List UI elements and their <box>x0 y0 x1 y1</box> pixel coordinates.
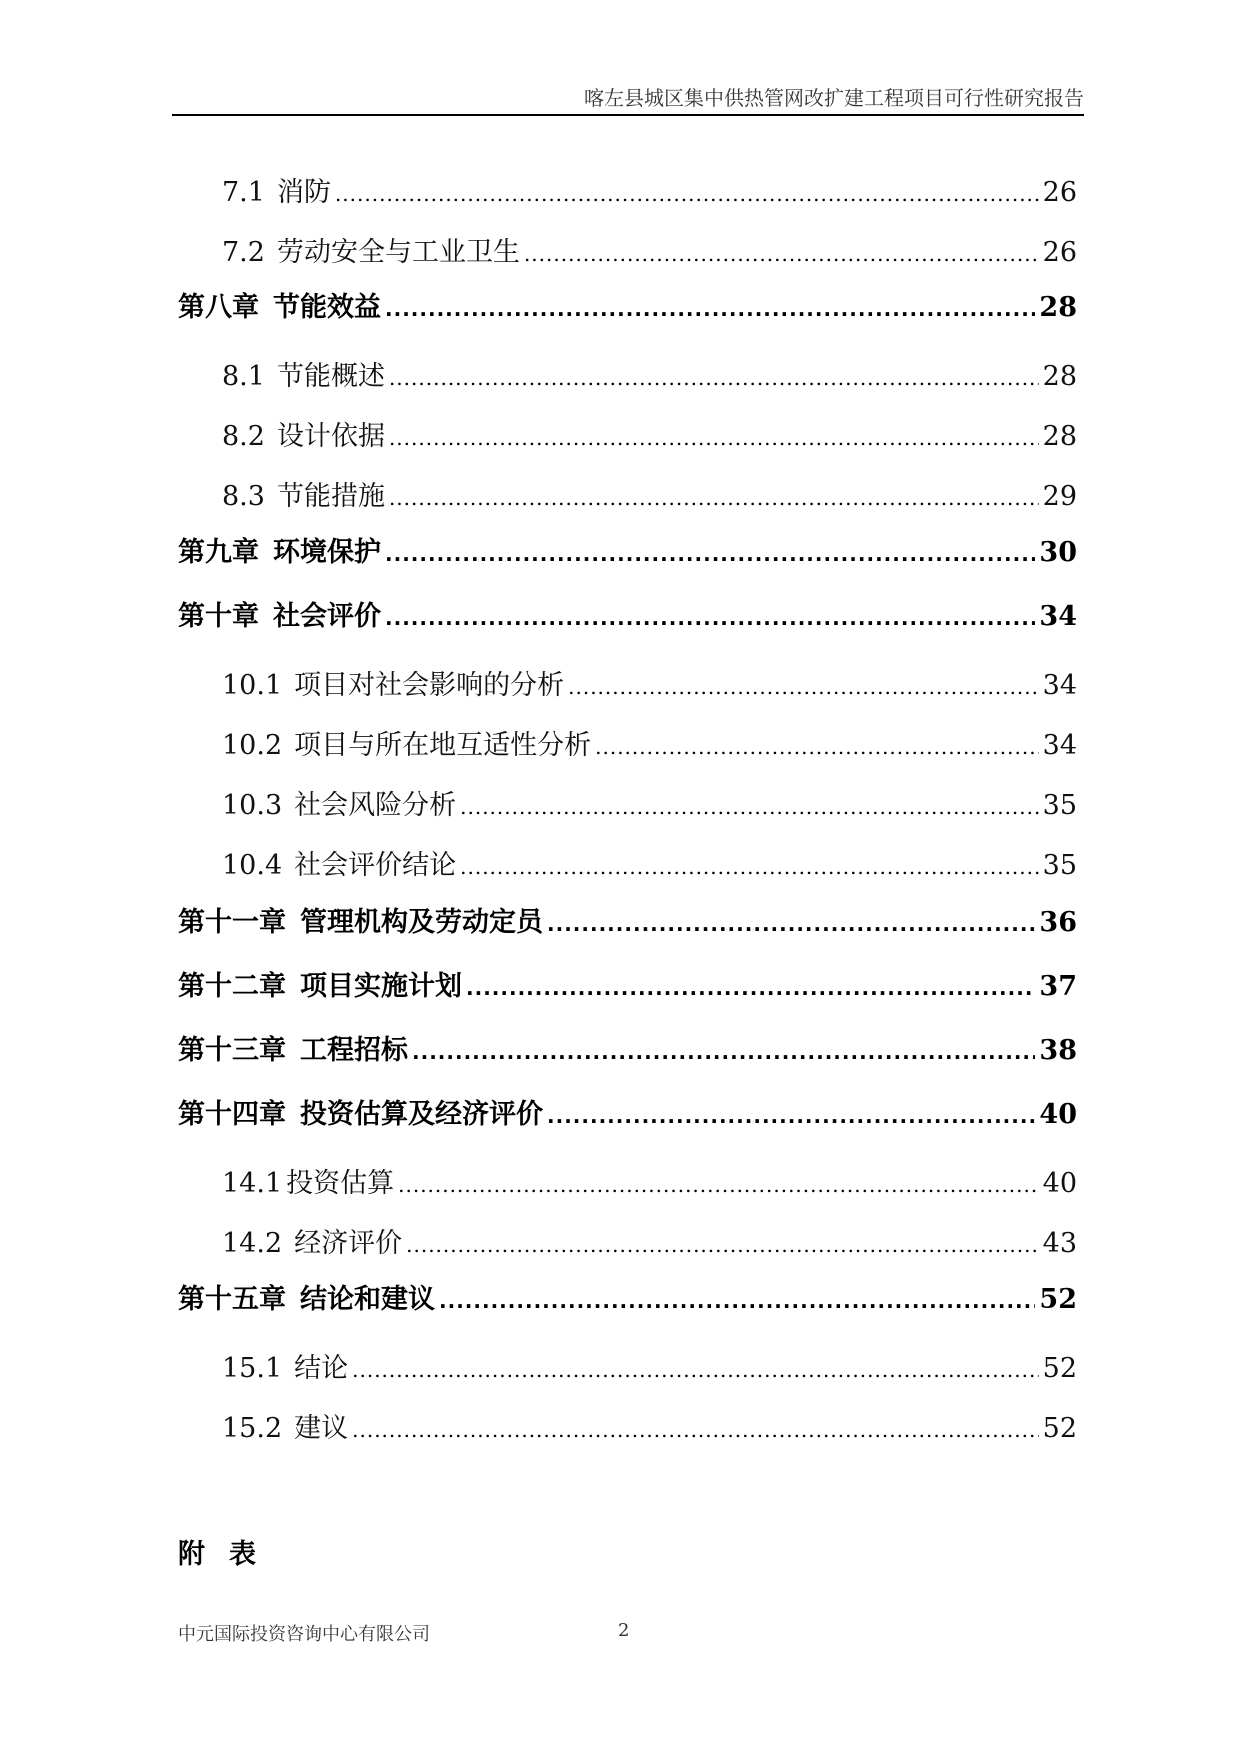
toc-leader-dots <box>595 735 1039 759</box>
toc-leader-dots <box>547 1104 1035 1128</box>
toc-entry-label: 第十二章 项目实施计划 <box>178 971 462 1002</box>
toc-page-number: 40 <box>1039 1099 1077 1130</box>
footer-company: 中元国际投资咨询中心有限公司 <box>178 1624 430 1645</box>
toc-entry-label: 第八章 节能效益 <box>178 292 381 323</box>
toc-leader-dots <box>352 1358 1039 1382</box>
toc-chapter-entry[interactable] <box>178 1277 1077 1316</box>
toc-page-number: 52 <box>1042 1413 1077 1444</box>
toc-entry-label: 14.1 投资估算 <box>222 1168 395 1199</box>
appendix-heading: 附表 <box>178 1539 280 1570</box>
toc-page-number: 30 <box>1039 537 1077 568</box>
toc-entry[interactable] <box>222 354 1077 393</box>
toc-leader-dots <box>460 855 1039 879</box>
toc-entry[interactable] <box>222 1221 1077 1260</box>
toc-entry-label: 10.3 社会风险分析 <box>222 790 457 821</box>
toc-entry[interactable] <box>222 1406 1077 1445</box>
toc-leader-dots <box>439 1289 1035 1313</box>
toc-entry-label: 14.2 经济评价 <box>222 1228 403 1259</box>
toc-leader-dots <box>385 542 1035 566</box>
toc-page-number: 52 <box>1039 1284 1077 1315</box>
toc-leader-dots <box>406 1233 1039 1257</box>
toc-entry-label: 10.4 社会评价结论 <box>222 850 457 881</box>
toc-leader-dots <box>389 426 1039 450</box>
toc-entry[interactable] <box>222 663 1077 702</box>
toc-page-number: 52 <box>1042 1353 1077 1384</box>
toc-leader-dots <box>335 182 1039 206</box>
toc-leader-dots <box>389 366 1039 390</box>
toc-entry-label: 10.1 项目对社会影响的分析 <box>222 670 565 701</box>
toc-chapter-entry[interactable] <box>178 594 1077 633</box>
toc-chapter-entry[interactable] <box>178 285 1077 324</box>
toc-entry[interactable] <box>222 414 1077 453</box>
toc-chapter-entry[interactable] <box>178 1092 1077 1131</box>
toc-page-number: 29 <box>1042 481 1077 512</box>
toc-leader-dots <box>466 976 1035 1000</box>
toc-leader-dots <box>547 912 1035 936</box>
toc-entry[interactable] <box>222 1161 1077 1200</box>
toc-page-number: 38 <box>1039 1035 1077 1066</box>
toc-entry-label: 7.2 劳动安全与工业卫生 <box>222 237 520 268</box>
toc-page-number: 35 <box>1042 790 1077 821</box>
toc-entry-label: 第十三章 工程招标 <box>178 1035 408 1066</box>
toc-page-number: 34 <box>1042 670 1077 701</box>
toc-entry-label: 8.2 设计依据 <box>222 421 385 452</box>
toc-page-number: 34 <box>1039 601 1077 632</box>
toc-leader-dots <box>352 1418 1039 1442</box>
running-header: 喀左县城区集中供热管网改扩建工程项目可行性研究报告 <box>584 86 1084 110</box>
toc-page-number: 28 <box>1042 421 1077 452</box>
toc-page-number: 34 <box>1042 730 1077 761</box>
toc-leader-dots <box>460 795 1039 819</box>
toc-page-number: 26 <box>1042 237 1077 268</box>
toc-entry-label: 8.3 节能措施 <box>222 481 385 512</box>
toc-entry[interactable] <box>222 843 1077 882</box>
toc-leader-dots <box>385 606 1035 630</box>
toc-entry[interactable] <box>222 1346 1077 1385</box>
toc-page-number: 26 <box>1042 177 1077 208</box>
toc-entry-label: 第十四章 投资估算及经济评价 <box>178 1099 543 1130</box>
toc-leader-dots <box>389 486 1039 510</box>
toc-chapter-entry[interactable] <box>178 1028 1077 1067</box>
toc-page-number: 36 <box>1039 907 1077 938</box>
toc-entry-label: 第九章 环境保护 <box>178 537 381 568</box>
toc-page-number: 40 <box>1042 1168 1077 1199</box>
toc-leader-dots <box>412 1040 1035 1064</box>
toc-page-number: 28 <box>1039 292 1077 323</box>
toc-leader-dots <box>385 297 1035 321</box>
toc-entry-label: 第十五章 结论和建议 <box>178 1284 435 1315</box>
toc-entry-label: 第十章 社会评价 <box>178 601 381 632</box>
header-rule <box>172 114 1084 116</box>
toc-entry[interactable] <box>222 723 1077 762</box>
toc-page-number: 28 <box>1042 361 1077 392</box>
toc-entry[interactable] <box>222 230 1077 269</box>
toc-chapter-entry[interactable] <box>178 964 1077 1003</box>
toc-entry-label: 15.1 结论 <box>222 1353 349 1384</box>
toc-entry-label: 第十一章 管理机构及劳动定员 <box>178 907 543 938</box>
toc-leader-dots <box>568 675 1039 699</box>
toc-entry-label: 10.2 项目与所在地互适性分析 <box>222 730 592 761</box>
toc-chapter-entry[interactable] <box>178 900 1077 939</box>
toc-page-number: 37 <box>1039 971 1077 1002</box>
toc-leader-dots <box>524 242 1039 266</box>
toc-entry[interactable] <box>222 170 1077 209</box>
toc-leader-dots <box>398 1173 1039 1197</box>
toc-entry-label: 7.1 消防 <box>222 177 331 208</box>
toc-page-number: 43 <box>1042 1228 1077 1259</box>
toc-entry[interactable] <box>222 783 1077 822</box>
toc-entry[interactable] <box>222 474 1077 513</box>
toc-chapter-entry[interactable] <box>178 530 1077 569</box>
toc-page-number: 35 <box>1042 850 1077 881</box>
toc-entry-label: 15.2 建议 <box>222 1413 349 1444</box>
footer-page-number: 2 <box>618 1620 630 1641</box>
toc-entry-label: 8.1 节能概述 <box>222 361 385 392</box>
